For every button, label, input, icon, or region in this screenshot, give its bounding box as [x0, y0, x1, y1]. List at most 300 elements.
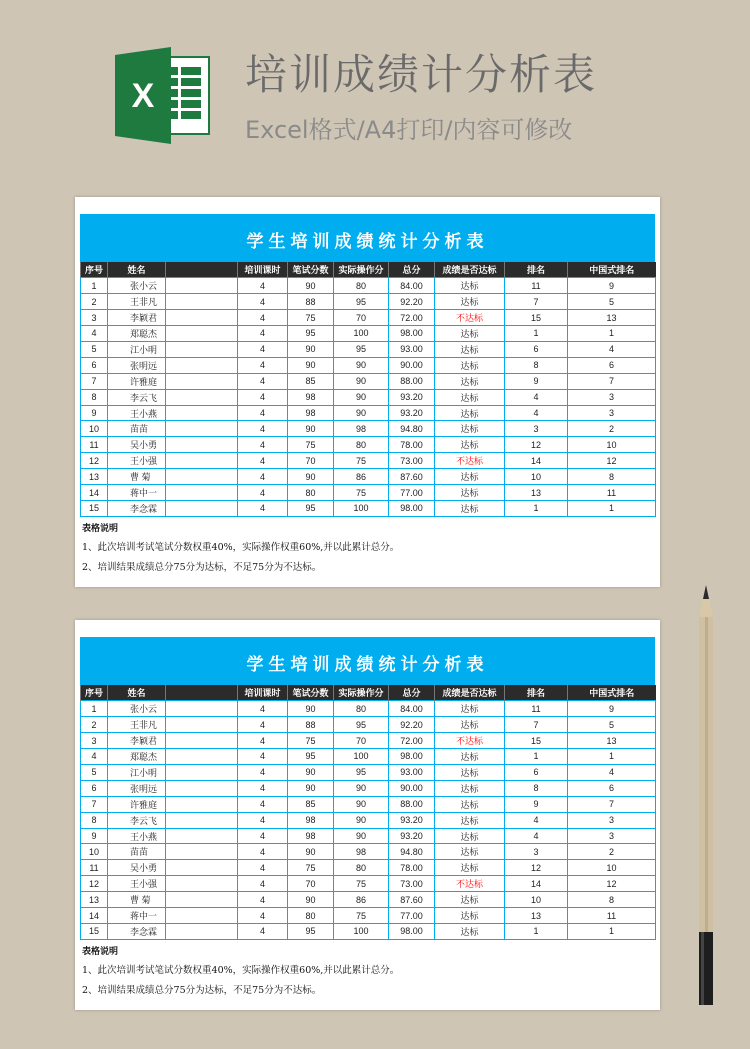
status-cell: 达标: [435, 923, 505, 939]
row-number-cell: 11: [81, 437, 108, 453]
total-score-cell: 90.00: [389, 357, 435, 373]
row-number-cell: 4: [81, 749, 108, 765]
status-cell: 达标: [435, 437, 505, 453]
written-score-cell: 95: [288, 326, 334, 342]
practical-score-cell: 80: [334, 278, 389, 294]
rank-cell: 9: [505, 796, 568, 812]
column-header: 总分: [389, 262, 435, 278]
rank-cell: 11: [505, 278, 568, 294]
row-number-cell: 10: [81, 421, 108, 437]
name-cell: 江小明: [108, 764, 166, 780]
table-row: [81, 500, 656, 516]
name-cell: 苗苗: [108, 421, 166, 437]
name-cell: 苗苗: [108, 844, 166, 860]
status-cell: 达标: [435, 326, 505, 342]
total-score-cell: 72.00: [389, 733, 435, 749]
rank-cell: 4: [505, 389, 568, 405]
row-number-cell: 13: [81, 469, 108, 485]
column-header: 姓名: [108, 262, 166, 278]
total-score-cell: 93.00: [389, 341, 435, 357]
total-score-cell: 77.00: [389, 485, 435, 501]
row-number-cell: 4: [81, 326, 108, 342]
status-cell: 达标: [435, 812, 505, 828]
rank-cell: 9: [505, 373, 568, 389]
written-score-cell: 80: [288, 485, 334, 501]
hours-cell: 4: [238, 421, 288, 437]
table-row: [81, 923, 656, 939]
written-score-cell: 90: [288, 764, 334, 780]
name-cell: 曹 菊: [108, 892, 166, 908]
row-number-cell: 1: [81, 278, 108, 294]
hours-cell: 4: [238, 733, 288, 749]
column-header: 序号: [81, 262, 108, 278]
blank-cell: [166, 701, 238, 717]
cn-rank-cell: 3: [568, 389, 656, 405]
sheet-banner: [80, 637, 655, 685]
status-cell: 达标: [435, 500, 505, 516]
row-number-cell: 9: [81, 405, 108, 421]
cn-rank-cell: 1: [568, 326, 656, 342]
status-cell: 达标: [435, 341, 505, 357]
name-cell: 李念霖: [108, 500, 166, 516]
hours-cell: 4: [238, 812, 288, 828]
blank-cell: [166, 780, 238, 796]
blank-cell: [166, 294, 238, 310]
column-header: 中国式排名: [568, 685, 656, 701]
table-row: [81, 421, 656, 437]
row-number-cell: 6: [81, 780, 108, 796]
table-row: [81, 764, 656, 780]
row-number-cell: 15: [81, 923, 108, 939]
sheet-preview-2: [75, 620, 660, 1010]
status-cell: 达标: [435, 860, 505, 876]
written-score-cell: 75: [288, 860, 334, 876]
blank-cell: [166, 717, 238, 733]
practical-score-cell: 95: [334, 764, 389, 780]
practical-score-cell: 100: [334, 923, 389, 939]
rank-cell: 4: [505, 812, 568, 828]
written-score-cell: 90: [288, 341, 334, 357]
name-cell: 许雅庭: [108, 796, 166, 812]
column-header: 序号: [81, 685, 108, 701]
column-header: 中国式排名: [568, 262, 656, 278]
cn-rank-cell: 7: [568, 373, 656, 389]
rank-cell: 1: [505, 749, 568, 765]
cn-rank-cell: 13: [568, 733, 656, 749]
rank-cell: 7: [505, 294, 568, 310]
table-row: [81, 357, 656, 373]
cn-rank-cell: 6: [568, 780, 656, 796]
column-header: 成绩是否达标: [435, 262, 505, 278]
column-header: 笔试分数: [288, 685, 334, 701]
table-row: [81, 485, 656, 501]
practical-score-cell: 100: [334, 749, 389, 765]
practical-score-cell: 90: [334, 796, 389, 812]
rank-cell: 12: [505, 860, 568, 876]
rank-cell: 6: [505, 341, 568, 357]
total-score-cell: 93.20: [389, 828, 435, 844]
hours-cell: 4: [238, 357, 288, 373]
blank-cell: [166, 453, 238, 469]
total-score-cell: 73.00: [389, 876, 435, 892]
hours-cell: 4: [238, 717, 288, 733]
cn-rank-cell: 11: [568, 485, 656, 501]
practical-score-cell: 86: [334, 469, 389, 485]
status-cell: 达标: [435, 749, 505, 765]
practical-score-cell: 90: [334, 780, 389, 796]
status-cell: 达标: [435, 701, 505, 717]
practical-score-cell: 75: [334, 876, 389, 892]
blank-cell: [166, 421, 238, 437]
rank-cell: 13: [505, 908, 568, 924]
table-row: [81, 373, 656, 389]
row-number-cell: 8: [81, 812, 108, 828]
name-cell: 张小云: [108, 278, 166, 294]
hours-cell: 4: [238, 701, 288, 717]
sheet-banner-title: 学生培训成绩统计分析表: [246, 655, 489, 675]
row-number-cell: 9: [81, 828, 108, 844]
cn-rank-cell: 12: [568, 453, 656, 469]
row-number-cell: 2: [81, 717, 108, 733]
total-score-cell: 84.00: [389, 701, 435, 717]
hours-cell: 4: [238, 860, 288, 876]
total-score-cell: 87.60: [389, 892, 435, 908]
total-score-cell: 73.00: [389, 453, 435, 469]
practical-score-cell: 80: [334, 860, 389, 876]
rank-cell: 15: [505, 733, 568, 749]
row-number-cell: 15: [81, 500, 108, 516]
table-row: [81, 844, 656, 860]
total-score-cell: 98.00: [389, 326, 435, 342]
cn-rank-cell: 11: [568, 908, 656, 924]
table-row: [81, 860, 656, 876]
name-cell: 李云飞: [108, 812, 166, 828]
total-score-cell: 88.00: [389, 373, 435, 389]
written-score-cell: 75: [288, 733, 334, 749]
blank-cell: [166, 341, 238, 357]
column-header: 排名: [505, 262, 568, 278]
practical-score-cell: 95: [334, 294, 389, 310]
table-row: [81, 780, 656, 796]
blank-cell: [166, 437, 238, 453]
table-row: [81, 389, 656, 405]
status-cell: 不达标: [435, 876, 505, 892]
written-score-cell: 98: [288, 812, 334, 828]
cn-rank-cell: 3: [568, 405, 656, 421]
row-number-cell: 7: [81, 796, 108, 812]
hours-cell: 4: [238, 278, 288, 294]
practical-score-cell: 90: [334, 357, 389, 373]
name-cell: 许雅庭: [108, 373, 166, 389]
rank-cell: 13: [505, 485, 568, 501]
name-cell: 李云飞: [108, 389, 166, 405]
blank-cell: [166, 860, 238, 876]
hours-cell: 4: [238, 844, 288, 860]
column-header: [166, 685, 238, 701]
grades-table: [80, 685, 656, 940]
row-number-cell: 1: [81, 701, 108, 717]
cn-rank-cell: 8: [568, 892, 656, 908]
status-cell: 达标: [435, 278, 505, 294]
cn-rank-cell: 7: [568, 796, 656, 812]
status-cell: 达标: [435, 389, 505, 405]
written-score-cell: 98: [288, 389, 334, 405]
hours-cell: 4: [238, 749, 288, 765]
written-score-cell: 85: [288, 373, 334, 389]
hours-cell: 4: [238, 389, 288, 405]
blank-cell: [166, 844, 238, 860]
column-header: 总分: [389, 685, 435, 701]
pencil-icon: [686, 585, 726, 1005]
total-score-cell: 93.00: [389, 764, 435, 780]
hours-cell: 4: [238, 453, 288, 469]
name-cell: 王小强: [108, 453, 166, 469]
name-cell: 王非凡: [108, 294, 166, 310]
written-score-cell: 75: [288, 310, 334, 326]
page-title: 培训成绩计分析表: [245, 50, 598, 99]
written-score-cell: 90: [288, 780, 334, 796]
status-cell: 达标: [435, 469, 505, 485]
table-row: [81, 437, 656, 453]
table-notes: [82, 944, 399, 1002]
written-score-cell: 95: [288, 500, 334, 516]
rank-cell: 14: [505, 453, 568, 469]
cn-rank-cell: 3: [568, 812, 656, 828]
written-score-cell: 90: [288, 844, 334, 860]
grades-table: [80, 262, 656, 517]
sheet-banner-title: 学生培训成绩统计分析表: [246, 232, 489, 252]
blank-cell: [166, 892, 238, 908]
table-row: [81, 326, 656, 342]
name-cell: 吴小勇: [108, 860, 166, 876]
rank-cell: 6: [505, 764, 568, 780]
rank-cell: 4: [505, 828, 568, 844]
table-row: [81, 749, 656, 765]
rank-cell: 8: [505, 780, 568, 796]
practical-score-cell: 75: [334, 485, 389, 501]
total-score-cell: 88.00: [389, 796, 435, 812]
cn-rank-cell: 5: [568, 717, 656, 733]
column-header: 实际操作分: [334, 685, 389, 701]
practical-score-cell: 70: [334, 310, 389, 326]
cn-rank-cell: 13: [568, 310, 656, 326]
blank-cell: [166, 923, 238, 939]
hours-cell: 4: [238, 294, 288, 310]
row-number-cell: 14: [81, 908, 108, 924]
rank-cell: 3: [505, 421, 568, 437]
notes-title: 表格说明: [82, 947, 119, 957]
cn-rank-cell: 9: [568, 278, 656, 294]
blank-cell: [166, 828, 238, 844]
table-row: [81, 876, 656, 892]
hours-cell: 4: [238, 373, 288, 389]
total-score-cell: 77.00: [389, 908, 435, 924]
status-cell: 达标: [435, 373, 505, 389]
written-score-cell: 70: [288, 876, 334, 892]
name-cell: 蒋中一: [108, 485, 166, 501]
blank-cell: [166, 749, 238, 765]
written-score-cell: 90: [288, 278, 334, 294]
written-score-cell: 85: [288, 796, 334, 812]
blank-cell: [166, 733, 238, 749]
total-score-cell: 98.00: [389, 749, 435, 765]
row-number-cell: 10: [81, 844, 108, 860]
written-score-cell: 95: [288, 923, 334, 939]
table-row: [81, 828, 656, 844]
table-row: [81, 701, 656, 717]
total-score-cell: 87.60: [389, 469, 435, 485]
status-cell: 达标: [435, 485, 505, 501]
total-score-cell: 78.00: [389, 860, 435, 876]
row-number-cell: 2: [81, 294, 108, 310]
name-cell: 王小燕: [108, 405, 166, 421]
name-cell: 吴小勇: [108, 437, 166, 453]
practical-score-cell: 100: [334, 500, 389, 516]
row-number-cell: 13: [81, 892, 108, 908]
hours-cell: 4: [238, 796, 288, 812]
practical-score-cell: 90: [334, 405, 389, 421]
rank-cell: 7: [505, 717, 568, 733]
hours-cell: 4: [238, 437, 288, 453]
row-number-cell: 11: [81, 860, 108, 876]
blank-cell: [166, 796, 238, 812]
blank-cell: [166, 812, 238, 828]
practical-score-cell: 95: [334, 341, 389, 357]
table-row: [81, 453, 656, 469]
cn-rank-cell: 6: [568, 357, 656, 373]
blank-cell: [166, 326, 238, 342]
hours-cell: 4: [238, 310, 288, 326]
row-number-cell: 12: [81, 453, 108, 469]
note-line: 2、培训结果成绩总分75分为达标，不足75分为不达标。: [82, 985, 322, 996]
blank-cell: [166, 389, 238, 405]
total-score-cell: 93.20: [389, 389, 435, 405]
written-score-cell: 90: [288, 421, 334, 437]
cn-rank-cell: 4: [568, 341, 656, 357]
practical-score-cell: 90: [334, 389, 389, 405]
written-score-cell: 75: [288, 437, 334, 453]
page-subtitle: Excel格式/A4打印/内容可修改: [245, 116, 573, 144]
cn-rank-cell: 9: [568, 701, 656, 717]
row-number-cell: 3: [81, 733, 108, 749]
note-line: 1、此次培训考试笔试分数权重40%，实际操作权重60%,并以此累计总分。: [82, 965, 400, 976]
blank-cell: [166, 469, 238, 485]
rank-cell: 11: [505, 701, 568, 717]
table-row: [81, 733, 656, 749]
written-score-cell: 98: [288, 828, 334, 844]
status-cell: 达标: [435, 294, 505, 310]
practical-score-cell: 70: [334, 733, 389, 749]
hours-cell: 4: [238, 908, 288, 924]
written-score-cell: 90: [288, 892, 334, 908]
practical-score-cell: 95: [334, 717, 389, 733]
rank-cell: 3: [505, 844, 568, 860]
status-cell: 达标: [435, 828, 505, 844]
sheet-banner: [80, 214, 655, 262]
blank-cell: [166, 357, 238, 373]
total-score-cell: 92.20: [389, 294, 435, 310]
status-cell: 达标: [435, 764, 505, 780]
status-cell: 达标: [435, 892, 505, 908]
practical-score-cell: 100: [334, 326, 389, 342]
table-row: [81, 796, 656, 812]
status-cell: 不达标: [435, 733, 505, 749]
table-row: [81, 341, 656, 357]
practical-score-cell: 75: [334, 908, 389, 924]
total-score-cell: 93.20: [389, 812, 435, 828]
total-score-cell: 93.20: [389, 405, 435, 421]
written-score-cell: 90: [288, 469, 334, 485]
cn-rank-cell: 3: [568, 828, 656, 844]
name-cell: 张明远: [108, 357, 166, 373]
table-row: [81, 294, 656, 310]
status-cell: 达标: [435, 844, 505, 860]
blank-cell: [166, 405, 238, 421]
table-row: [81, 405, 656, 421]
row-number-cell: 5: [81, 341, 108, 357]
written-score-cell: 80: [288, 908, 334, 924]
total-score-cell: 72.00: [389, 310, 435, 326]
practical-score-cell: 90: [334, 812, 389, 828]
status-cell: 不达标: [435, 453, 505, 469]
cn-rank-cell: 1: [568, 749, 656, 765]
name-cell: 李颖君: [108, 310, 166, 326]
hours-cell: 4: [238, 828, 288, 844]
written-score-cell: 95: [288, 749, 334, 765]
column-header: [166, 262, 238, 278]
hours-cell: 4: [238, 341, 288, 357]
row-number-cell: 7: [81, 373, 108, 389]
rank-cell: 14: [505, 876, 568, 892]
row-number-cell: 8: [81, 389, 108, 405]
rank-cell: 1: [505, 923, 568, 939]
table-row: [81, 469, 656, 485]
hours-cell: 4: [238, 764, 288, 780]
hours-cell: 4: [238, 923, 288, 939]
table-row: [81, 892, 656, 908]
blank-cell: [166, 764, 238, 780]
practical-score-cell: 80: [334, 437, 389, 453]
row-number-cell: 3: [81, 310, 108, 326]
hours-cell: 4: [238, 780, 288, 796]
row-number-cell: 12: [81, 876, 108, 892]
name-cell: 张明远: [108, 780, 166, 796]
rank-cell: 8: [505, 357, 568, 373]
practical-score-cell: 98: [334, 421, 389, 437]
hours-cell: 4: [238, 326, 288, 342]
name-cell: 张小云: [108, 701, 166, 717]
note-line: 2、培训结果成绩总分75分为达标，不足75分为不达标。: [82, 562, 322, 573]
rank-cell: 12: [505, 437, 568, 453]
row-number-cell: 5: [81, 764, 108, 780]
total-score-cell: 92.20: [389, 717, 435, 733]
table-row: [81, 717, 656, 733]
excel-logo-letter: X: [131, 77, 155, 115]
table-row: [81, 278, 656, 294]
practical-score-cell: 86: [334, 892, 389, 908]
name-cell: 王小强: [108, 876, 166, 892]
row-number-cell: 6: [81, 357, 108, 373]
status-cell: 达标: [435, 796, 505, 812]
status-cell: 达标: [435, 405, 505, 421]
blank-cell: [166, 278, 238, 294]
hours-cell: 4: [238, 500, 288, 516]
column-header: 成绩是否达标: [435, 685, 505, 701]
cn-rank-cell: 8: [568, 469, 656, 485]
blank-cell: [166, 500, 238, 516]
rank-cell: 15: [505, 310, 568, 326]
practical-score-cell: 98: [334, 844, 389, 860]
